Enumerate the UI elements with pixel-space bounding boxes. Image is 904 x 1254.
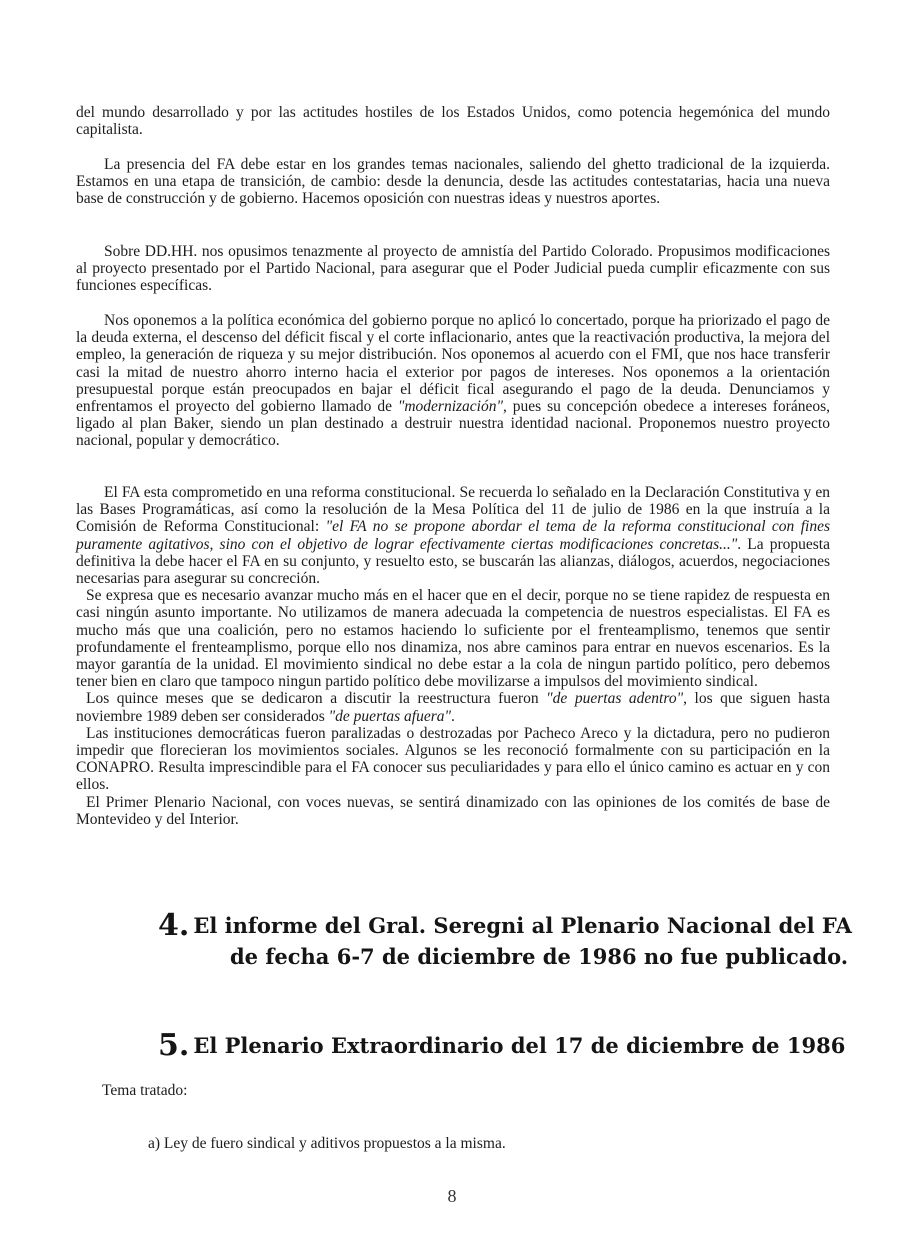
tema-tratado-label: Tema tratado: [102, 1082, 188, 1099]
paragraph-5-end: . La propuesta definitiva la debe hacer el FA en su conjunto, y resuelto esto, se buscarán las alianzas, diálogos, acuerdos, negociaciones necesarias para asegurar su concreción. [76, 535, 830, 588]
paragraph-7-text: Los quince meses que se dedicaron a discutir la reestructura fueron [86, 690, 547, 708]
paragraph-2: La presencia del FA debe estar en los grandes temas nacionales, saliendo del ghetto tradicional de la izquierda. Estamos en una etapa de transición, de cambio: desde la denuncia, desde las actitudes contestatarias, hacia una nueva base de construcción y de gobierno. Hacemos oposición con nuestras ideas y nuestros aportes. [76, 156, 830, 208]
paragraph-1: del mundo desarrollado y por las actitudes hostiles de los Estados Unidos, como potencia hegemónica del mundo capitalista. [76, 104, 830, 139]
list-item-a: a) Ley de fuero sindical y aditivos propuestos a la misma. [148, 1135, 506, 1152]
section-4-title-line-2: de fecha 6-7 de diciembre de 1986 no fue publicado. [230, 944, 849, 969]
paragraph-4-quote: "modernización" [397, 398, 503, 416]
paragraph-4 [76, 312, 830, 450]
section-5-number: 5. [158, 1028, 190, 1063]
paragraph-7-mid: , los que siguen hasta noviembre 1989 deben ser considerados [76, 690, 830, 725]
page-number: 8 [447, 1186, 457, 1206]
section-4-title-line-1: El informe del Gral. Seregni al Plenario Nacional del FA [193, 913, 852, 938]
paragraph-8: Las instituciones democráticas fueron paralizadas o destrozadas por Pacheco Areco y la dictadura, pero no pudieron impedir que florecieran los movimientos sociales. Algunos se les reconoció formalmente con su participación en la CONAPRO. Resulta imprescindible para el FA conocer sus peculiaridades y para ello el único camino es actuar en y con ellos. [76, 724, 830, 794]
paragraph-5-text: El FA esta comprometido en una reforma constitucional. Se recuerda lo señalado en la Declaración Constitutiva y en las Bases Programáticas, así como la resolución de la Mesa Política del 11 de julio de 1986 en la que instruía a la Comisión de Reforma Constitucional: [76, 484, 830, 536]
section-4-heading [158, 910, 852, 972]
paragraph-group-reforma [76, 484, 830, 828]
paragraph-6: Se expresa que es necesario avanzar mucho más en el hacer que en el decir, porque no se tiene rapidez de respuesta en casi ningún asunto importante. No utilizamos de manera adecuada la competencia de nuestros especialistas. El FA es mucho más que una coalición, pero no estamos haciendo lo suficiente por el frenteamplismo, tenemos que sentir profundamente el frenteamplismo, porque ello nos dinamiza, nos abre caminos para entrar en nuevos escenarios. Es la mayor garantía de la unidad. El movimiento sindical no debe estar a la cola de ningun partido político, pero debemos tener bien en claro que tampoco ningun partido político debe movilizarse a impulsos del movimiento sindical. [76, 587, 830, 691]
paragraph-7 [76, 690, 830, 724]
paragraph-5 [76, 484, 830, 587]
paragraph-4-end: , pues su concepción obedece a intereses foráneos, ligado al plan Baker, siendo un plan destinado a destruir nuestra identidad nacional. Proponemos nuestro proyecto nacional, popular y democrático. [76, 398, 830, 450]
paragraph-9: El Primer Plenario Nacional, con voces nuevas, se sentirá dinamizado con las opiniones de los comités de base de Montevideo y del Interior. [76, 793, 830, 828]
paragraph-7-end: . [451, 707, 455, 725]
section-4-number: 4. [158, 908, 190, 943]
paragraph-7-quote-2: "de puertas afuera" [328, 707, 452, 725]
paragraph-3: Sobre DD.HH. nos opusimos tenazmente al proyecto de amnistía del Partido Colorado. Propusimos modificaciones al proyecto presentado por el Partido Nacional, para asegurar que el Poder Judicial pueda cumplir eficazmente con sus funciones específicas. [76, 243, 830, 295]
paragraph-5-quote: "el FA no se propone abordar el tema de la reforma constitucional con fines puramente agitativos, sino con el objetivo de lograr efectivamente ciertas modificaciones concretas..." [76, 518, 830, 553]
section-5-heading [158, 1030, 845, 1061]
paragraph-4-text: Nos oponemos a la política económica del gobierno porque no aplicó lo concertado, porque ha priorizado el pago de la deuda externa, el descenso del déficit fiscal y el corte inflacionario, antes que la reactivación productiva, la mejora del empleo, la generación de riqueza y su mejor distribución. Nos oponemos al acuerdo con el FMI, que nos hace transferir casi la mitad de nuestro ahorro interno hacia el exterior por pagos de intereses. Nos oponemos a la orientación presupuestal porque están preocupados en bajar el déficit fical asegurando el pago de la deuda. Denunciamos y enfrentamos el proyecto del gobierno llamado de [76, 312, 830, 416]
paragraph-7-quote-1: "de puertas adentro" [546, 690, 684, 708]
section-5-title: El Plenario Extraordinario del 17 de diciembre de 1986 [193, 1033, 846, 1058]
